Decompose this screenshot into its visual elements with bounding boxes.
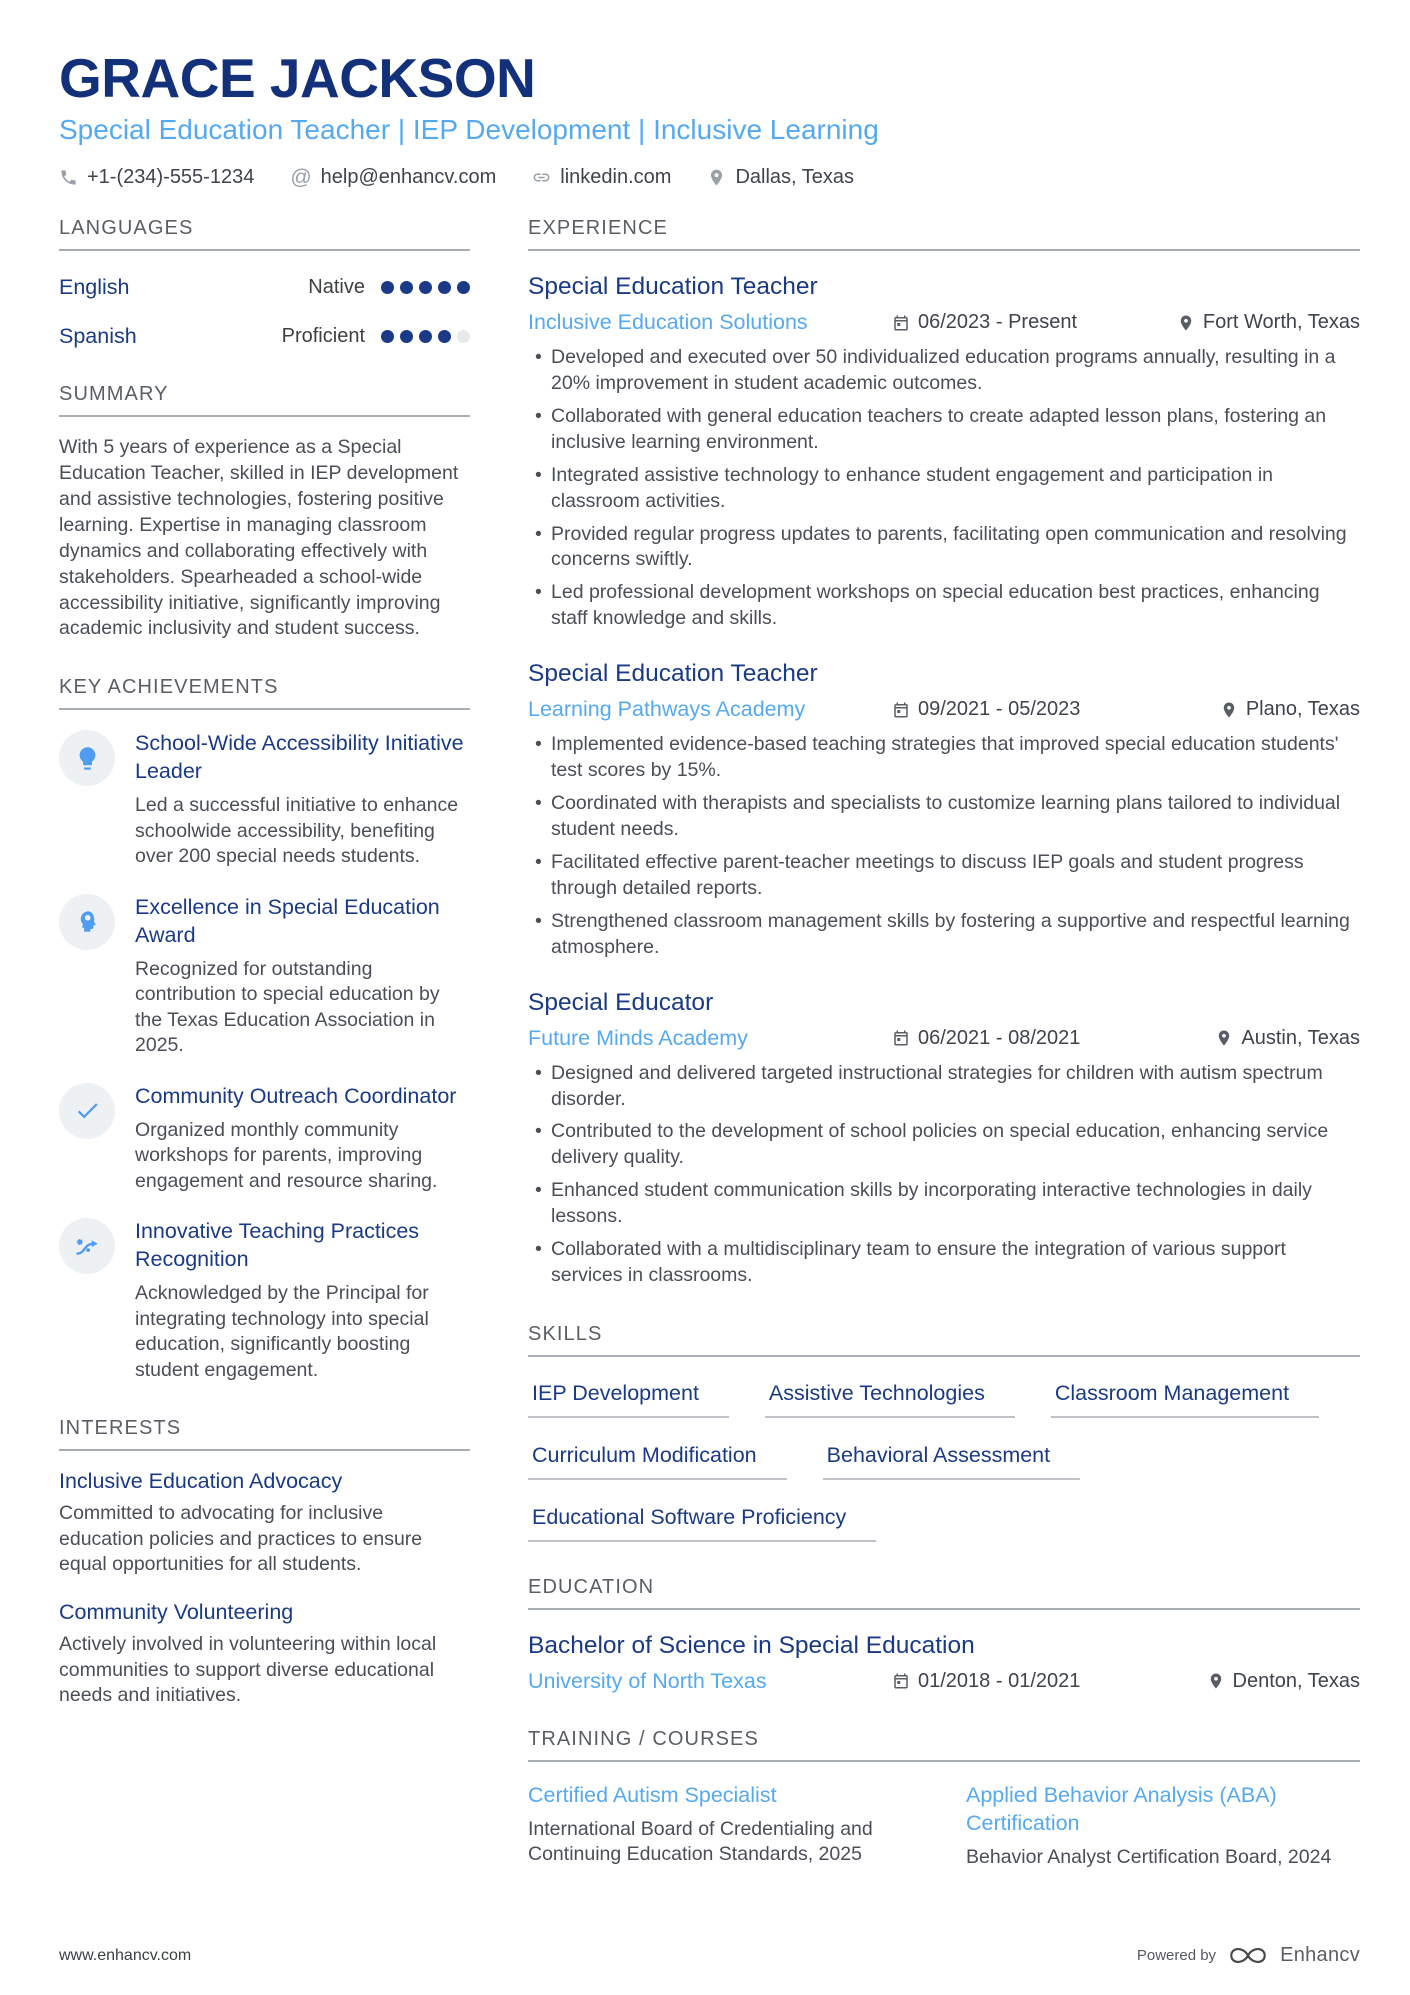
job-title: Special Education Teacher [528, 273, 818, 300]
powered-by-label: Powered by [1136, 1947, 1217, 1964]
job-bullet: • Developed and executed over 50 individualized education programs annually, resulting in a 20% improvement in student academic outcomes. [551, 345, 1360, 397]
section-heading-interests: INTERESTS [59, 1417, 470, 1451]
degree-title: Bachelor of Science in Special Education [528, 1631, 975, 1659]
at-icon: @ [290, 166, 312, 189]
achievement-item [59, 1218, 470, 1383]
achievement-title: Excellence in Special Education Award [135, 894, 440, 947]
contact-email-text: help@enhancv.com [320, 166, 497, 188]
pin-icon [1220, 701, 1238, 719]
key-achievements-section [59, 676, 470, 1383]
section-heading-experience: EXPERIENCE [528, 217, 1360, 251]
job-bullet-list [528, 345, 1360, 632]
course-org: Behavior Analyst Certification Board, 2024 [966, 1845, 1332, 1868]
language-row [59, 275, 470, 300]
achievement-title: Community Outreach Coordinator [135, 1083, 457, 1108]
company-link[interactable]: Future Minds Academy [528, 1025, 748, 1050]
page-footer [59, 1942, 1360, 1969]
calendar-icon [892, 701, 910, 719]
enhancv-brand-text: Enhancv [1280, 1944, 1360, 1966]
contact-location-text: Dallas, Texas [735, 166, 855, 188]
language-level: Native [308, 276, 365, 298]
job-bullet: • Coordinated with therapists and specialists to customize learning plans tailored to individual student needs. [551, 791, 1360, 843]
job-dates [892, 698, 1142, 721]
strategy-arrow-icon [74, 1233, 101, 1260]
section-heading-achievements: KEY ACHIEVEMENTS [59, 676, 470, 710]
skill-item: Curriculum Modification [528, 1443, 787, 1480]
phone-icon [59, 168, 78, 187]
language-name: English [59, 275, 130, 299]
achievement-icon-circle [59, 1218, 115, 1274]
job-meta-row [528, 697, 1360, 722]
job-location-text: Austin, Texas [1241, 1026, 1360, 1049]
education-meta-row [528, 1669, 1360, 1694]
pin-icon [1207, 1672, 1225, 1690]
language-level: Proficient [281, 325, 365, 347]
contact-location[interactable] [707, 166, 854, 189]
course-item [528, 1782, 922, 1870]
job-dates-text: 06/2021 - 08/2021 [918, 1026, 1081, 1049]
achievement-body [135, 730, 470, 869]
header [59, 46, 1360, 189]
section-heading-training: TRAINING / COURSES [528, 1728, 1360, 1762]
language-row [59, 324, 470, 349]
section-heading-skills: SKILLS [528, 1323, 1360, 1357]
contact-phone-text: +1-(234)-555-1234 [87, 166, 255, 188]
achievement-item [59, 1083, 470, 1195]
job-bullet: • Provided regular progress updates to parents, facilitating open communication and resolving concerns swiftly. [551, 522, 1360, 574]
section-heading-summary: SUMMARY [59, 383, 470, 417]
language-proficiency-dots [381, 330, 470, 343]
skill-item: Classroom Management [1051, 1381, 1319, 1418]
experience-entry [528, 989, 1360, 1289]
achievement-body [135, 894, 470, 1059]
achievement-icon-circle [59, 1083, 115, 1139]
check-icon [74, 1097, 101, 1124]
achievement-icon-circle [59, 894, 115, 950]
job-location [1142, 698, 1360, 721]
company-link[interactable]: Inclusive Education Solutions [528, 310, 808, 334]
job-location [1142, 311, 1360, 334]
achievement-text: Led a successful initiative to enhance schoolwide accessibility, benefiting over 200 special needs students. [135, 794, 459, 868]
link-icon [532, 168, 551, 187]
right-column [528, 217, 1360, 1904]
summary-text: With 5 years of experience as a Special Education Teacher, skilled in IEP development and assistive technologies, fostering positive learning. Expertise in managing classroom dynamics and collaborating effectively with stakeholders. Spearheaded a school-wide accessibility initiative, significantly improving academic inclusivity and student success. [59, 436, 459, 640]
achievement-title: Innovative Teaching Practices Recognition [135, 1219, 420, 1272]
language-proficiency-dots [381, 281, 470, 294]
contact-phone[interactable] [59, 166, 254, 189]
achievement-icon-circle [59, 730, 115, 786]
job-bullet-list [528, 1061, 1360, 1289]
achievement-item [59, 730, 470, 869]
achievement-text: Recognized for outstanding contribution to special education by the Texas Education Association in 2025. [135, 957, 440, 1057]
candidate-headline: Special Education Teacher | IEP Development | Inclusive Learning [59, 114, 879, 145]
footer-site-link[interactable]: www.enhancv.com [59, 1946, 192, 1964]
school-link[interactable]: University of North Texas [528, 1668, 767, 1693]
calendar-icon [892, 1672, 910, 1690]
interests-section [59, 1417, 470, 1708]
education-entry [528, 1632, 1360, 1694]
job-location-text: Plano, Texas [1245, 698, 1360, 721]
job-bullet: • Implemented evidence-based teaching strategies that improved special education students' test scores by 15%. [551, 732, 1360, 784]
pin-icon [1177, 314, 1195, 332]
candidate-name: GRACE JACKSON [59, 47, 536, 109]
job-bullet: • Collaborated with general education teachers to create adapted lesson plans, fostering an inclusive learning environment. [551, 404, 1360, 456]
education-dates [892, 1670, 1142, 1693]
pin-icon [707, 168, 726, 187]
language-name: Spanish [59, 324, 137, 348]
experience-entry [528, 660, 1360, 960]
skill-item: Educational Software Proficiency [528, 1505, 876, 1542]
calendar-icon [892, 1029, 910, 1047]
lightbulb-icon [74, 745, 101, 772]
job-bullet-list [528, 732, 1360, 960]
section-heading-languages: LANGUAGES [59, 217, 470, 251]
interest-title: Inclusive Education Advocacy [59, 1469, 343, 1494]
training-list [528, 1782, 1360, 1870]
interest-item [59, 1469, 470, 1578]
job-title: Special Educator [528, 988, 714, 1016]
interest-title: Community Volunteering [59, 1599, 294, 1624]
job-bullet: • Integrated assistive technology to enhance student engagement and participation in classroom activities. [551, 463, 1360, 515]
training-section [528, 1728, 1360, 1870]
job-location-text: Fort Worth, Texas [1202, 311, 1360, 333]
experience-section [528, 217, 1360, 1289]
achievement-text: Acknowledged by the Principal for integrating technology into special education, significantly boosting student engagement. [135, 1282, 429, 1381]
calendar-icon [892, 314, 910, 332]
contact-row [59, 166, 1360, 189]
achievement-title: School-Wide Accessibility Initiative Leader [135, 731, 464, 784]
education-dates-text: 01/2018 - 01/2021 [918, 1669, 1081, 1692]
achievement-body [135, 1218, 470, 1383]
job-bullet: • Led professional development workshops on special education best practices, enhancing staff knowledge and skills. [551, 580, 1360, 632]
contact-linkedin-text: linkedin.com [560, 166, 672, 188]
left-column [59, 217, 470, 1904]
contact-linkedin[interactable] [532, 166, 671, 189]
education-section [528, 1576, 1360, 1694]
brain-icon [74, 908, 101, 935]
job-bullet: • Strengthened classroom management skills by fostering a supportive and respectful learning atmosphere. [551, 909, 1360, 961]
course-title: Certified Autism Specialist [528, 1782, 777, 1807]
job-title: Special Education Teacher [528, 660, 818, 688]
job-dates-text: 06/2023 - Present [918, 311, 1077, 333]
contact-email[interactable] [290, 166, 496, 189]
languages-section [59, 217, 470, 349]
job-meta-row [528, 1026, 1360, 1051]
job-bullet: • Collaborated with a multidisciplinary team to ensure the integration of various support services in classrooms. [551, 1237, 1360, 1289]
skills-list [528, 1381, 1360, 1542]
job-location [1142, 1027, 1360, 1050]
skill-item: Assistive Technologies [765, 1381, 1015, 1418]
job-dates [892, 311, 1142, 334]
section-heading-education: EDUCATION [528, 1576, 1360, 1610]
achievement-item [59, 894, 470, 1059]
job-bullet: • Facilitated effective parent-teacher meetings to discuss IEP goals and student progress through detailed reports. [551, 850, 1360, 902]
course-org: International Board of Credentialing and Continuing Education Standards, 2025 [528, 1817, 873, 1866]
company-link[interactable]: Learning Pathways Academy [528, 697, 806, 722]
education-location-text: Denton, Texas [1232, 1669, 1360, 1692]
achievement-text: Organized monthly community workshops for parents, improving engagement and resource sharing. [135, 1118, 438, 1192]
job-bullet: • Designed and delivered targeted instructional strategies for children with autism spectrum disorder. [551, 1061, 1360, 1113]
pin-icon [1215, 1029, 1233, 1047]
skill-item: IEP Development [528, 1381, 729, 1418]
skills-section [528, 1323, 1360, 1542]
course-item [966, 1782, 1360, 1870]
job-dates-text: 09/2021 - 05/2023 [918, 698, 1081, 721]
interest-text: Actively involved in volunteering within local communities to support diverse educational needs and initiatives. [59, 1632, 437, 1707]
interest-item [59, 1600, 470, 1709]
two-column-layout [59, 217, 1360, 1904]
job-meta-row [528, 310, 1360, 335]
enhancv-logo-icon [1227, 1942, 1269, 1969]
interest-text: Committed to advocating for inclusive education policies and practices to ensure equal opportunities for all students. [59, 1502, 423, 1576]
job-bullet: • Contributed to the development of school policies on special education, enhancing service delivery quality. [551, 1119, 1360, 1171]
summary-section [59, 383, 470, 642]
education-location [1142, 1670, 1360, 1693]
experience-entry [528, 273, 1360, 632]
powered-by-enhancv[interactable] [1137, 1942, 1360, 1969]
achievement-body [135, 1083, 470, 1195]
course-title: Applied Behavior Analysis (ABA) Certification [966, 1782, 1277, 1835]
job-bullet: • Enhanced student communication skills by incorporating interactive technologies in daily lessons. [551, 1178, 1360, 1230]
job-dates [892, 1027, 1142, 1050]
skill-item: Behavioral Assessment [823, 1443, 1080, 1480]
